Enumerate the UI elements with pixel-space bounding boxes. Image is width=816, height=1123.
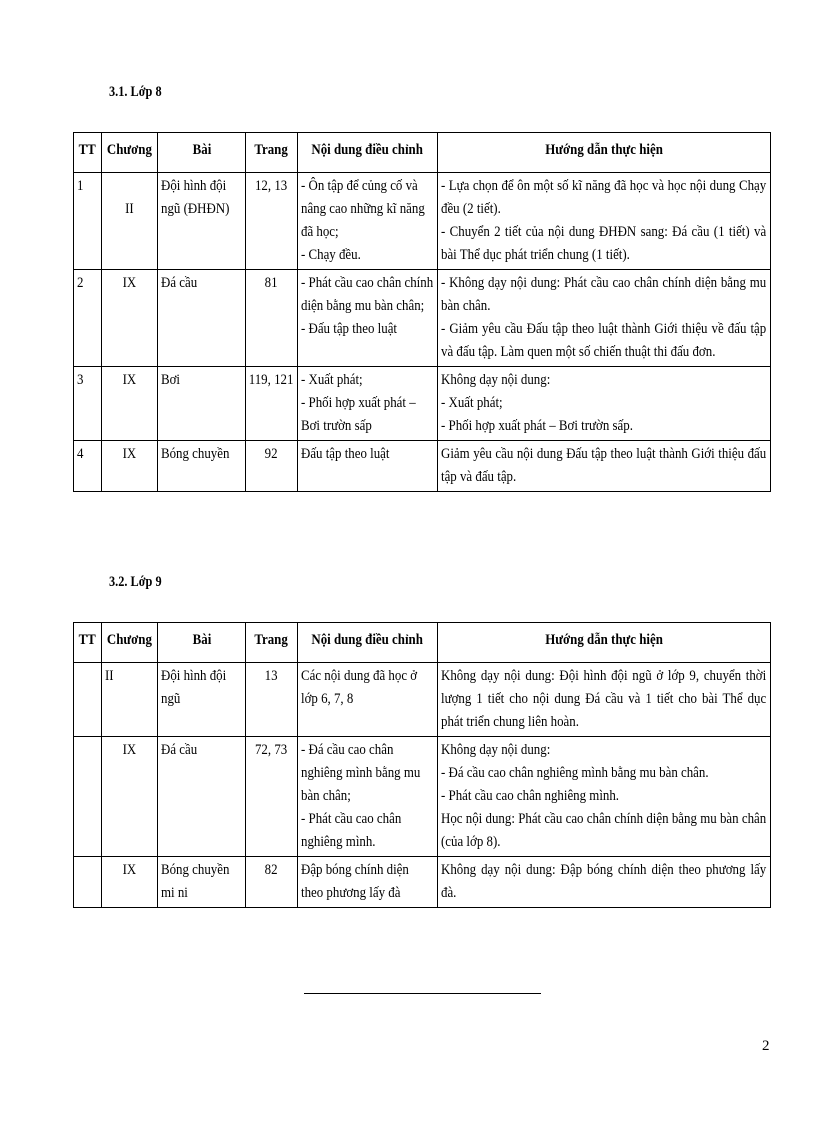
cell-implementation-guide [438,441,771,492]
header-lesson: Bài [158,133,246,173]
content-line: - Phối hợp xuất phát – Bơi trườn sấp [301,395,416,434]
cell-adjusted-content [298,737,438,857]
content-line: - Đấu tập theo luật [301,321,398,337]
cell-page: 13 [246,663,298,737]
table-row [74,270,771,367]
cell-lesson: Đá cầu [158,270,246,367]
cell-chapter: IX [102,270,158,367]
guide-line: - Phối hợp xuất phát – Bơi trườn sấp. [441,418,633,434]
cell-lesson: Bóng chuyền mi ni [158,857,246,908]
cell-chapter: IX [102,857,158,908]
content-line: - Phát cầu cao chân chính diện bằng mu bàn chân; [301,275,434,314]
cell-adjusted-content [298,441,438,492]
page-number: 2 [762,1038,770,1054]
guide-line: - Lựa chọn để ôn một số kĩ năng đã học và học nội dung Chạy đều (2 tiết). [441,178,767,217]
guide-line: Không dạy nội dung: Đập bóng chính diện theo phương lấy đà. [441,862,767,901]
cell-chapter: IX [102,367,158,441]
cell-tt [74,737,102,857]
cell-adjusted-content [298,857,438,908]
cell-implementation-guide [438,737,771,857]
table-header-row [74,133,771,173]
cell-adjusted-content [298,270,438,367]
header-adjusted-content: Nội dung điều chỉnh [298,133,438,173]
cell-page: 82 [246,857,298,908]
cell-implementation-guide [438,173,771,270]
header-lesson: Bài [158,623,246,663]
content-line: - Chạy đều. [301,247,361,263]
content-line: Đấu tập theo luật [301,446,390,462]
guide-line: Học nội dung: Phát cầu cao chân chính diện bằng mu bàn chân (của lớp 8). [441,811,767,850]
content-line: - Đá cầu cao chân nghiêng mình bằng mu bàn chân; [301,742,421,804]
table-row [74,663,771,737]
guide-line: Giảm yêu cầu nội dung Đấu tập theo luật thành Giới thiệu đấu tập và đấu tập. [441,446,767,485]
header-page: Trang [246,623,298,663]
guide-line: Không dạy nội dung: Đội hình đội ngũ ở lớp 9, chuyển thời lượng 1 tiết cho nội dung Đá cầu và 1 tiết cho bài Thể dục phát triển chung liên hoàn. [441,668,767,730]
cell-tt [74,857,102,908]
cell-implementation-guide [438,367,771,441]
cell-adjusted-content [298,173,438,270]
table-row [74,367,771,441]
cell-chapter: II [102,663,158,737]
content-line: - Xuất phát; [301,372,363,388]
content-line: Đập bóng chính diện theo phương lấy đà [301,862,409,901]
guide-line: - Phát cầu cao chân nghiêng mình. [441,788,620,804]
cell-page: 12, 13 [246,173,298,270]
guide-line: - Giảm yêu cầu Đấu tập theo luật thành Giới thiệu về đấu tập và đấu tập. Làm quen một số chiến thuật thi đấu đơn. [441,321,767,360]
header-adjusted-content: Nội dung điều chỉnh [298,623,438,663]
cell-lesson: Đội hình đội ngũ [158,663,246,737]
cell-chapter: IX [102,441,158,492]
cell-tt [74,663,102,737]
cell-lesson: Bơi [158,367,246,441]
cell-tt: 2 [74,270,102,367]
cell-adjusted-content [298,663,438,737]
cell-lesson: Bóng chuyền [158,441,246,492]
table-row [74,737,771,857]
cell-chapter: IX [102,737,158,857]
table-row [74,441,771,492]
header-page: Trang [246,133,298,173]
header-chapter: Chương [102,133,158,173]
cell-page: 92 [246,441,298,492]
cell-page: 119, 121 [246,367,298,441]
table-header-row [74,623,771,663]
header-tt: TT [74,623,102,663]
guide-line: - Đá cầu cao chân nghiêng mình bằng mu bàn chân. [441,765,709,781]
header-tt: TT [74,133,102,173]
cell-tt: 1 [74,173,102,270]
cell-page: 81 [246,270,298,367]
guide-line: - Xuất phát; [441,395,503,411]
cell-adjusted-content [298,367,438,441]
cell-implementation-guide [438,857,771,908]
cell-tt: 4 [74,441,102,492]
cell-implementation-guide [438,663,771,737]
cell-chapter: II [102,173,158,270]
guide-line: Không dạy nội dung: [441,372,551,388]
adjustment-table-grade-9 [73,622,771,908]
cell-lesson: Đội hình đội ngũ (ĐHĐN) [158,173,246,270]
table-row [74,173,771,270]
section-title-grade-8: 3.1. Lớp 8 [109,84,162,100]
header-chapter: Chương [102,623,158,663]
section-title-grade-9: 3.2. Lớp 9 [109,574,162,590]
cell-lesson: Đá cầu [158,737,246,857]
content-line: - Ôn tập để củng cố và nâng cao những kĩ năng đã học; [301,178,425,240]
header-implementation-guide: Hướng dẫn thực hiện [438,133,771,173]
cell-implementation-guide [438,270,771,367]
adjustment-table-grade-8 [73,132,771,492]
guide-line: - Chuyển 2 tiết của nội dung ĐHĐN sang: Đá cầu (1 tiết) và bài Thể dục phát triển chung (1 tiết). [441,224,767,263]
content-line: Các nội dung đã học ở lớp 6, 7, 8 [301,668,418,707]
cell-tt: 3 [74,367,102,441]
cell-page: 72, 73 [246,737,298,857]
guide-line: - Không dạy nội dung: Phát cầu cao chân chính diện bằng mu bàn chân. [441,275,767,314]
guide-line: Không dạy nội dung: [441,742,551,758]
table-row [74,857,771,908]
header-implementation-guide: Hướng dẫn thực hiện [438,623,771,663]
content-line: - Phát cầu cao chân nghiêng mình. [301,811,402,850]
separator-rule [304,993,541,994]
